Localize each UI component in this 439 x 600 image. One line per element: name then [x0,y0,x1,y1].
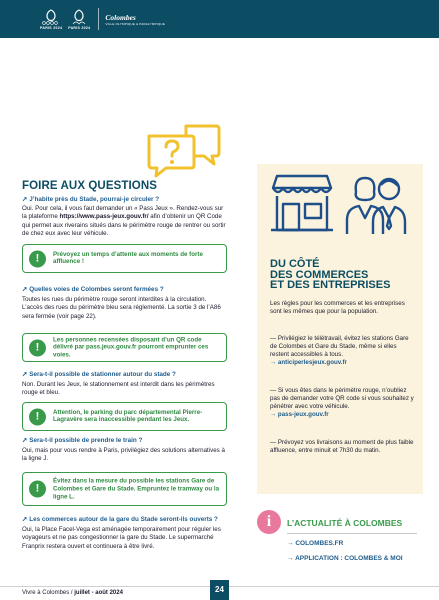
logo1-text: PARIS 2024 [40,25,63,30]
question-1-text: J’habite près du Stade, pourrai-je circuler ? [29,196,160,203]
alert-3-text: Attention, le parking du parc départemental Pierre-Lagravère sera inaccessible pendant les Jeux. [53,408,203,424]
arrow-icon: ➚ [22,196,28,203]
colombes-logo [105,13,165,26]
business-title: DU CÔTÉ DES COMMERCES ET DES ENTREPRISES [270,258,391,291]
page-number: 24 [210,580,229,600]
answer-5: Oui, la Place Facel-Vega est aménagée temporairement pour réguler les voyageurs et ne pas congestionner la gare du Stade. Le supermarché Franprix restera ouvert et continuera à être livré. [22,526,221,550]
question-3 [22,371,176,378]
business-qr-code: — Si vous êtes dans le périmètre rouge, n’oubliez pas de demander votre QR code si vous souhaitez y pénétrer avec votre véhicule. → pass-jeux.gouv.fr [270,387,414,418]
question-2-text: Quelles voies de Colombes seront fermées ? [29,286,164,293]
answer-3: Non. Durant les Jeux, le stationnement est interdit dans les périmètres rouge et bleu. [22,381,215,397]
alert-box-2 [22,333,227,362]
flame-emblem-icon [68,9,90,25]
arrow-icon: ➚ [22,516,28,523]
header-logos [40,5,165,33]
business-remote-work: — Privilégiez le télétravail, évitez les stations Gare de Colombes et Gare du Stade, même si elles restent accessibles à tous. → anticiperlesjeux.gouv.fr [270,335,415,367]
exclamation-icon: ! [29,481,46,498]
question-3-text: Sera-t-il possible de stationner autour du stade ? [29,371,176,378]
colombes-name: Colombes [105,12,136,22]
header-bar [0,0,439,38]
footer-text: Vivre à Colombes / juillet - août 2024 [22,590,123,596]
question-1 [22,196,159,203]
colombes-subtitle: VILLE OLYMPIQUE & PARALYMPIQUE [105,21,165,26]
exclamation-icon: ! [29,250,46,267]
paris-2024-paralympic-logo [68,9,90,30]
business-panel [257,164,423,494]
actualite-title: L’ACTUALITÉ À COLOMBES [287,518,403,528]
question-5-text: Les commerces autour de la gare du Stade seront-ils ouverts ? [29,516,218,523]
alert-box-1 [22,244,227,273]
flame-emblem-icon [40,9,62,25]
faq-title: FOIRE AUX QUESTIONS [22,180,158,192]
alert-box-3 [22,402,227,431]
info-icon: i [257,510,281,534]
business-intro: Les règles pour les commerces et les entreprises sont les mêmes que pour la population. [270,300,405,315]
logo2-text: PARIS 2024 [68,25,91,30]
alert-box-4 [22,472,227,506]
answer-2: Toutes les rues du périmètre rouge seront interdites à la circulation. L’accès des rues du périmètre bleu sera réglementé. La sortie 3 de l’A86 sera fermée (voir page 22). [22,296,221,320]
exclamation-icon: ! [29,339,46,356]
alert-2-text: Les personnes recensées disposant d’un QR code délivré par pass.jeux.gouv.fr pourront emprunter ces voies. [53,335,209,359]
question-2 [22,286,164,293]
anticiper-link[interactable]: → anticiperlesjeux.gouv.fr [270,359,347,366]
arrow-icon: ➚ [22,371,28,378]
storefront-icon [269,172,335,238]
actualite-divider [287,533,417,534]
question-4 [22,437,142,444]
business-deliveries: — Prévoyez vos livraisons au moment de plus faible affluence, entre minuit et 7h30 du matin. [270,439,414,454]
question-4-text: Sera-t-il possible de prendre le train ? [29,437,143,444]
answer-1: Oui. Pour cela, il vous faut demander un « Pass Jeux ». Rendez-vous sur la plateforme https://www.pass-jeux.gouv.fr/ afin d’obtenir un QR Code qui permet aux riverains situés dans le périmètre rouge de rentrer ou sortir de chez eux avec leur véhicule. [22,205,226,237]
alert-1-text: Prévoyez un temps d’attente aux moments de forte affluence ! [53,250,203,266]
exclamation-icon: ! [29,408,46,425]
paris-2024-olympic-logo [40,9,62,30]
pass-jeux-link[interactable]: https://www.pass-jeux.gouv.fr/ [59,213,149,221]
colombes-app-link[interactable]: → APPLICATION : COLOMBES & MOI [287,555,403,562]
colombes-fr-link[interactable]: → COLOMBES.FR [287,540,344,547]
answer-4: Oui, mais pour vous rendre à Paris, privilégiez des solutions alternatives à la ligne J. [22,447,225,463]
arrow-icon: ➚ [22,286,28,293]
arrow-icon: ➚ [22,437,28,444]
question-bubbles-icon [146,123,222,179]
business-people-icon [343,174,409,238]
pass-jeux-side-link[interactable]: → pass-jeux.gouv.fr [270,411,329,418]
alert-4-text: Évitez dans la mesure du possible les stations Gare de Colombes et Gare du Stade. Empruntez le tramway ou la ligne L. [53,477,220,500]
question-5 [22,516,218,523]
logo-divider [98,8,99,30]
